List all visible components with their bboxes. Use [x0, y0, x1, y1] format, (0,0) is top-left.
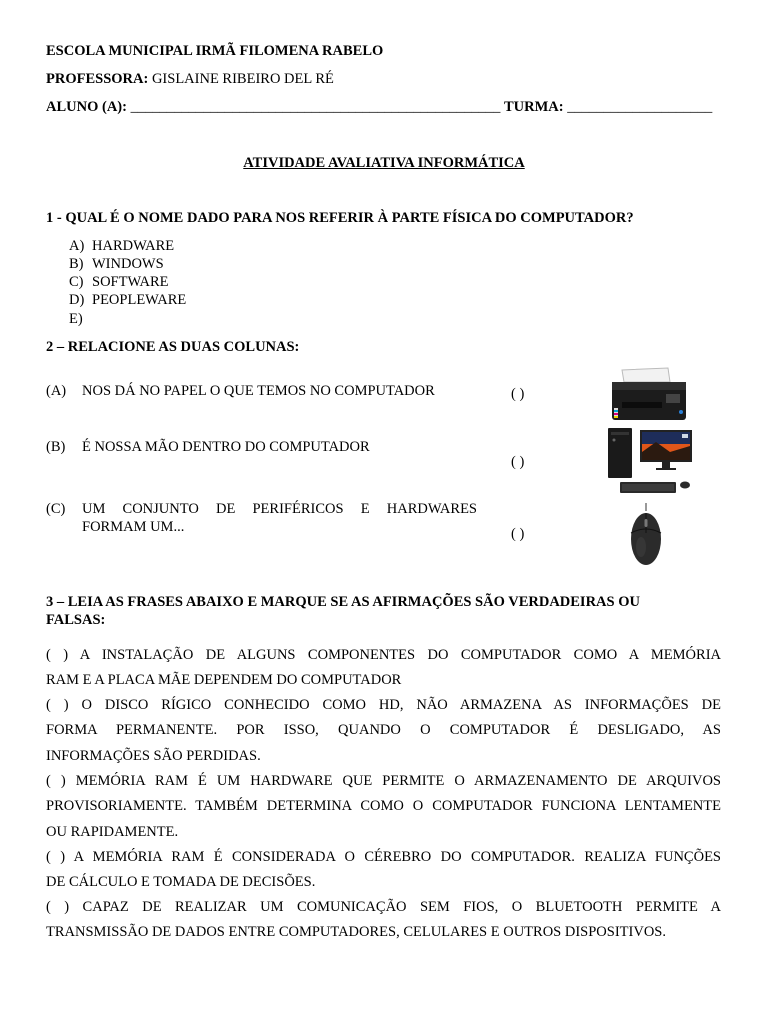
statement-line: ( ) A INSTALAÇÃO DE ALGUNS COMPONENTES DO COMPUTADOR COMO A MEMÓRIA [46, 647, 721, 663]
statement-line: PROVISORIAMENTE. TAMBÉM DETERMINA COMO O COMPUTADOR FUNCIONA LENTAMENTE [46, 798, 721, 815]
q3-statement-3[interactable] [46, 769, 721, 845]
q1-option-a[interactable] [69, 238, 174, 255]
class-label: TURMA: [504, 99, 564, 115]
question-3-line1: 3 – LEIA AS FRASES ABAIXO E MARQUE SE AS AFIRMAÇÕES SÃO VERDADEIRAS OU [46, 594, 640, 610]
option-letter: B) [69, 256, 84, 272]
statement-line: DE CÁLCULO E TOMADA DE DECISÕES. [46, 874, 316, 891]
option-text: WINDOWS [92, 256, 164, 272]
q1-option-e[interactable] [69, 311, 92, 328]
q2-item-a-text: NOS DÁ NO PAPEL O QUE TEMOS NO COMPUTADOR [82, 383, 435, 399]
statement-line: FORMA PERMANENTE. POR ISSO, QUANDO O COMPUTADOR É DESLIGADO, AS [46, 722, 721, 739]
q2-answer-slot-1[interactable]: ( ) [511, 386, 525, 402]
option-text: SOFTWARE [92, 274, 169, 290]
q3-statement-1[interactable] [46, 643, 721, 694]
q2-item-a-letter: (A) [46, 383, 67, 399]
q1-option-b[interactable] [69, 256, 164, 273]
school-name: ESCOLA MUNICIPAL IRMÃ FILOMENA RABELO [46, 43, 384, 59]
teacher-name: GISLAINE RIBEIRO DEL RÉ [151, 71, 334, 87]
statement-line: INFORMAÇÕES SÃO PERDIDAS. [46, 747, 261, 764]
teacher-label: PROFESSORA: [46, 71, 149, 87]
question-2: 2 – RELACIONE AS DUAS COLUNAS: [46, 339, 300, 355]
statement-line: TRANSMISSÃO DE DADOS ENTRE COMPUTADORES, CELULARES E OUTROS DISPOSITIVOS. [46, 924, 666, 941]
option-letter: C) [69, 274, 84, 290]
option-letter: E) [69, 311, 83, 327]
q2-answer-slot-3[interactable]: ( ) [511, 526, 525, 542]
statement-line: RAM E A PLACA MÃE DEPENDEM DO COMPUTADOR [46, 672, 402, 689]
question-3-line2: FALSAS: [46, 612, 106, 628]
statement-line: ( ) A MEMÓRIA RAM É CONSIDERADA O CÉREBRO DO COMPUTADOR. REALIZA FUNÇÕES [46, 849, 721, 865]
q3-statement-2[interactable] [46, 693, 721, 769]
teacher-line [46, 71, 334, 88]
q2-item-c-text-line2: FORMAM UM... [82, 519, 185, 535]
option-letter: D) [69, 292, 85, 308]
q2-item-b-letter: (B) [46, 439, 66, 455]
student-line [46, 99, 500, 116]
student-label: ALUNO (A): [46, 99, 127, 115]
q1-option-d[interactable] [69, 292, 186, 309]
student-name-blank[interactable]: ___________________________________________________ [130, 99, 501, 115]
desktop-computer-image [606, 428, 696, 498]
q2-answer-slot-2[interactable]: ( ) [511, 454, 525, 470]
q3-statement-5[interactable] [46, 895, 721, 946]
statement-line: ( ) MEMÓRIA RAM É UM HARDWARE QUE PERMITE O ARMAZENAMENTO DE ARQUIVOS [46, 773, 721, 789]
q3-statement-4[interactable] [46, 845, 721, 896]
q1-option-c[interactable] [69, 274, 169, 291]
statement-line: OU RAPIDAMENTE. [46, 823, 179, 840]
option-text: PEOPLEWARE [92, 292, 187, 308]
option-letter: A) [69, 238, 85, 254]
statement-line: ( ) CAPAZ DE REALIZAR UM COMUNICAÇÃO SEM FIOS, O BLUETOOTH PERMITE A [46, 899, 721, 915]
option-text: HARDWARE [92, 238, 175, 254]
statement-line: ( ) O DISCO RÍGICO CONHECIDO COMO HD, NÃO ARMAZENA AS INFORMAÇÕES DE [46, 697, 721, 713]
q2-item-c-letter: (C) [46, 501, 66, 517]
mouse-image [628, 503, 664, 567]
page-title: ATIVIDADE AVALIATIVA INFORMÁTICA [243, 155, 525, 171]
question-1: 1 - QUAL É O NOME DADO PARA NOS REFERIR À PARTE FÍSICA DO COMPUTADOR? [46, 210, 634, 226]
class-blank[interactable]: ____________________ [567, 99, 713, 115]
q2-item-c-text-line1: UM CONJUNTO DE PERIFÉRICOS E HARDWARES [82, 501, 477, 517]
printer-image [608, 366, 690, 424]
class-line [504, 99, 712, 116]
q2-item-b-text: É NOSSA MÃO DENTRO DO COMPUTADOR [82, 439, 370, 455]
